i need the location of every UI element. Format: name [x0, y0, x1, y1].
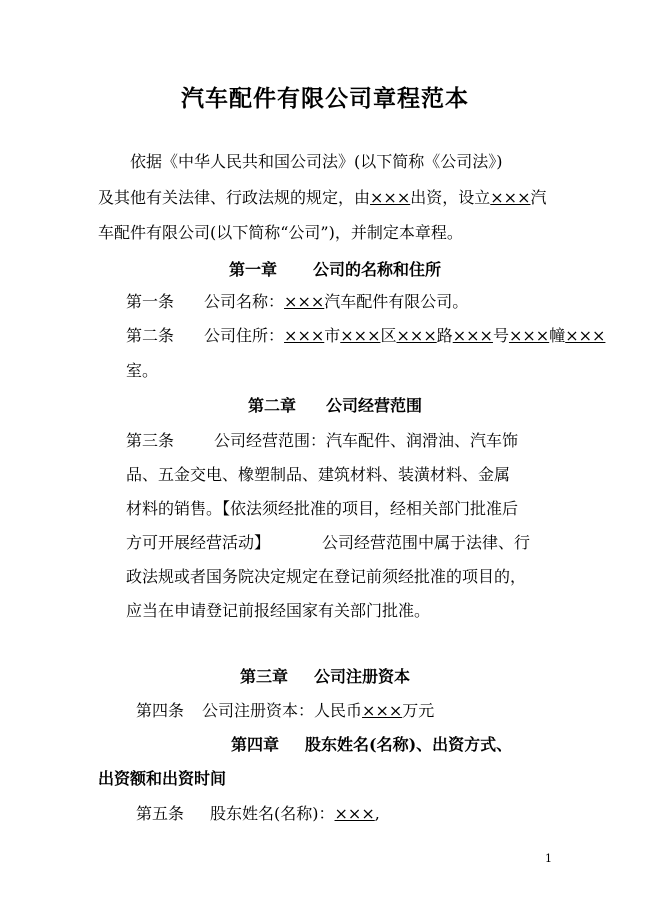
article-3-line-5: 政法规或者国务院决定规定在登记前须经批准的项目的， — [126, 567, 527, 586]
article-label: 第三条 — [126, 431, 175, 450]
preamble-text: 出资，设立 — [410, 188, 491, 207]
article-text: 公司经营范围中属于法律、行 — [322, 533, 531, 552]
article-key: 公司住所： — [204, 326, 285, 345]
preamble-line-1: 依据《中华人民共和国公司法》(以下简称《公司法》) — [130, 152, 503, 171]
address-placeholder: ××× — [508, 326, 550, 345]
article-2 — [126, 325, 605, 347]
article-unit: 万元 — [402, 701, 435, 720]
chapter-3-heading — [240, 666, 410, 688]
chapter-4-heading-continued: 出资额和出资时间 — [98, 769, 227, 788]
article-5 — [136, 803, 380, 825]
article-text: 公司经营范围：汽车配件、润滑油、汽车饰 — [214, 431, 519, 450]
address-unit: 路 — [436, 326, 453, 345]
chapter-number: 第三章 — [240, 667, 289, 686]
chapter-title: 公司注册资本 — [314, 667, 411, 686]
article-3-line-4 — [126, 532, 530, 554]
chapter-title: 公司经营范围 — [326, 396, 423, 415]
article-punct: , — [374, 804, 380, 823]
article-key: 公司注册资本：人民币 — [202, 701, 363, 720]
article-label: 第五条 — [136, 804, 185, 823]
preamble-line-3: 车配件有限公司(以下简称“公司”)，并制定本章程。 — [98, 223, 463, 242]
article-3-line-6: 应当在申请登记前报经国家有关部门批准。 — [126, 601, 431, 620]
article-3-line-2: 品、五金交电、橡塑制品、建筑材料、装潢材料、金属 — [126, 465, 511, 484]
investor-placeholder: ××× — [370, 188, 411, 207]
address-placeholder: ××× — [565, 326, 606, 345]
article-3-line-3: 材料的销售。【依法须经批准的项目，经相关部门批准后 — [126, 499, 519, 518]
chapter-4-heading — [231, 734, 512, 756]
chapter-title: 公司的名称和住所 — [313, 260, 442, 279]
article-1 — [126, 291, 468, 313]
address-unit: 幢 — [549, 326, 566, 345]
preamble-line-2 — [98, 187, 546, 209]
article-label: 第二条 — [126, 326, 175, 345]
chapter-number: 第一章 — [229, 260, 278, 279]
address-unit: 号 — [492, 326, 509, 345]
article-2-continued: 室。 — [126, 361, 159, 380]
article-label: 第四条 — [136, 701, 185, 720]
address-placeholder: ××× — [340, 326, 381, 345]
article-value: 汽车配件有限公司。 — [324, 292, 469, 311]
article-key: 股东姓名(名称)： — [210, 804, 335, 823]
article-label: 第一条 — [126, 292, 175, 311]
address-unit: 区 — [380, 326, 397, 345]
capital-placeholder: ××× — [362, 701, 403, 720]
chapter-2-heading — [248, 395, 422, 417]
preamble-text: 汽 — [530, 188, 547, 207]
chapter-number: 第四章 — [231, 735, 280, 754]
document-title: 汽车配件有限公司章程范本 — [181, 85, 469, 112]
address-placeholder: ××× — [284, 326, 325, 345]
address-placeholder: ××× — [452, 326, 493, 345]
article-4 — [136, 700, 434, 722]
company-name-placeholder: ××× — [284, 292, 325, 311]
address-unit: 市 — [324, 326, 341, 345]
preamble-text: 及其他有关法律、行政法规的规定，由 — [98, 188, 371, 207]
chapter-1-heading — [229, 259, 441, 281]
page-number: 1 — [545, 852, 552, 865]
article-key: 公司名称： — [204, 292, 285, 311]
chapter-title: 股东姓名(名称)、出资方式、 — [305, 735, 513, 754]
article-text: 方可开展经营活动】 — [126, 533, 271, 552]
article-3-line-1 — [126, 430, 518, 452]
chapter-number: 第二章 — [248, 396, 297, 415]
address-placeholder: ××× — [396, 326, 437, 345]
company-placeholder: ××× — [490, 188, 531, 207]
shareholder-placeholder: ××× — [334, 804, 375, 823]
